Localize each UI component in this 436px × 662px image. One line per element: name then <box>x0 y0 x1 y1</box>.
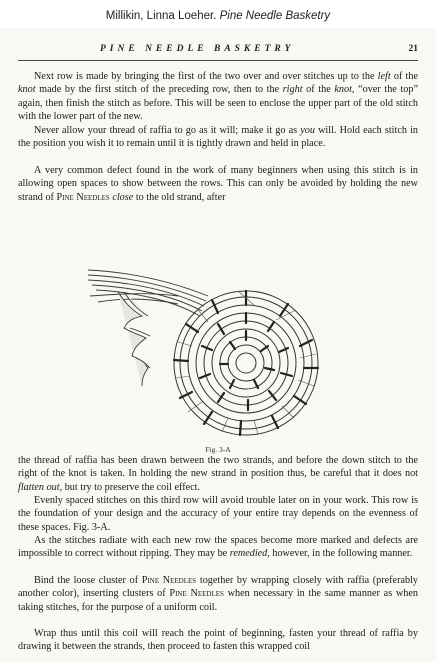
paragraph-stitches-radiate: As the stitches radiate with each new row the spaces become more marked and defects are impossible to correct without ripping. They may be remedied, however, in the following manner. <box>18 535 418 560</box>
paragraph-continued: the thread of raffia has been drawn between the two strands, and before the down stitch to the right of the knot is taken. In holding the new strand in position thus, be careful that it does not flatten out, but try to preserve the coil effect. <box>18 455 418 493</box>
paragraph-common-defect: A very common defect found in the work of many beginners when using this stitch is in allowing open spaces to show between the rows. This can only be avoided by holding the new strand of Pine Needles close to the old strand, after <box>18 165 418 203</box>
paragraph-bind-cluster: Bind the loose cluster of Pine Needles together by wrapping closely with raffia (preferably another color), inserting clusters of Pine Needles when necessary in the same manner as when taking stitches, for the purpose of a uniform coil. <box>18 575 419 613</box>
paragraph-raffia-control: Never allow your thread of raffia to go as it will; make it go as you will. Hold each stitch in the position you wish it to remain until it is tightly drawn and held in place. <box>18 125 418 150</box>
figure-caption: Fig. 3-A <box>205 445 231 454</box>
coil-illustration <box>88 258 333 443</box>
book-page <box>0 28 436 662</box>
running-head <box>18 44 418 60</box>
paragraph-wrap-thus: Wrap thus until this coil will reach the point of beginning, fasten your thread of raffia by drawing it between the strands, then proceed to fasten this wrapped coil <box>18 628 418 653</box>
running-head-title: PINE NEEDLE BASKETRY <box>100 44 295 54</box>
paragraph-next-row: Next row is made by bringing the first of the two over and over stitches up to the left of the knot made by the first stitch of the preceding row, then to the right of the knot, “over the top” again, then finish the stitch as before. This will be seen to enclose the upper part of the old stitch with the lower part of the new. <box>18 71 418 122</box>
header-rule <box>18 60 418 61</box>
source-header <box>0 10 436 22</box>
source-author: Millikin, Linna Loeher. <box>105 10 217 22</box>
paragraph-third-row: Evenly spaced stitches on this third row will avoid trouble later on in your work. This row is the foundation of your design and the accuracy of your entire tray depends on the evenness of these spaces. Fig. 3-A. <box>18 495 418 533</box>
source-title: Pine Needle Basketry <box>219 10 331 22</box>
page-number: 21 <box>408 44 418 54</box>
